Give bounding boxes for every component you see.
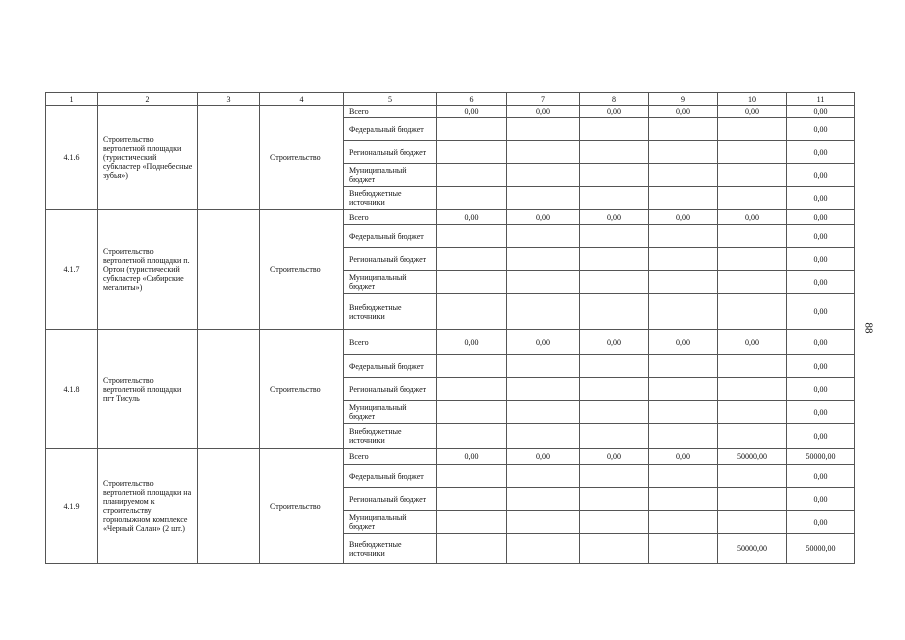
value-cell: [507, 534, 580, 564]
value-cell: [580, 118, 649, 141]
page-number: 88: [862, 322, 875, 334]
item-activity: Строительство: [260, 210, 344, 330]
value-cell: [649, 401, 718, 424]
value-cell: [649, 118, 718, 141]
value-cell: 0,00: [580, 210, 649, 225]
value-cell: [507, 294, 580, 330]
funding-source: Федеральный бюджет: [344, 355, 437, 378]
value-cell: [649, 465, 718, 488]
value-cell: [580, 511, 649, 534]
funding-source: Региональный бюджет: [344, 248, 437, 271]
item-activity: Строительство: [260, 106, 344, 210]
value-cell: [718, 401, 787, 424]
value-cell: [580, 187, 649, 210]
value-cell: [507, 488, 580, 511]
item-name: Строительство вертолетной площадки (туристический субкластер «Поднебесные зубья»): [98, 106, 198, 210]
header-cell: 1: [46, 93, 98, 106]
item-number: 4.1.9: [46, 449, 98, 564]
value-cell: 0,00: [787, 488, 855, 511]
item-name: Строительство вертолетной площадки п. Ортон (туристический субкластер «Сибирские мегалиты»): [98, 210, 198, 330]
item-name: Строительство вертолетной площадки пгт Тисуль: [98, 330, 198, 449]
value-cell: 0,00: [437, 449, 507, 465]
value-cell: 0,00: [507, 449, 580, 465]
header-cell: 5: [344, 93, 437, 106]
value-cell: [437, 511, 507, 534]
value-cell: [649, 424, 718, 449]
value-cell: [580, 294, 649, 330]
value-cell: 0,00: [787, 164, 855, 187]
value-cell: 0,00: [649, 210, 718, 225]
value-cell: [718, 225, 787, 248]
value-cell: 0,00: [718, 210, 787, 225]
funding-source: Всего: [344, 210, 437, 225]
value-cell: [437, 378, 507, 401]
value-cell: [507, 401, 580, 424]
value-cell: [718, 424, 787, 449]
value-cell: [580, 164, 649, 187]
header-cell: 6: [437, 93, 507, 106]
header-cell: 11: [787, 93, 855, 106]
value-cell: 50000,00: [718, 449, 787, 465]
value-cell: 0,00: [787, 355, 855, 378]
value-cell: [437, 401, 507, 424]
value-cell: [580, 378, 649, 401]
value-cell: [649, 164, 718, 187]
value-cell: [718, 355, 787, 378]
table-row: [46, 449, 855, 465]
item-number: 4.1.6: [46, 106, 98, 210]
value-cell: [649, 511, 718, 534]
value-cell: [507, 424, 580, 449]
header-cell: 2: [98, 93, 198, 106]
value-cell: [649, 488, 718, 511]
funding-source: Региональный бюджет: [344, 141, 437, 164]
funding-source: Региональный бюджет: [344, 488, 437, 511]
value-cell: 50000,00: [787, 534, 855, 564]
item-activity: Строительство: [260, 330, 344, 449]
header-cell: 4: [260, 93, 344, 106]
value-cell: [507, 141, 580, 164]
value-cell: [507, 187, 580, 210]
value-cell: 0,00: [437, 210, 507, 225]
value-cell: [507, 164, 580, 187]
funding-source: Всего: [344, 106, 437, 118]
value-cell: [649, 248, 718, 271]
table-row: [46, 210, 855, 225]
value-cell: 0,00: [437, 106, 507, 118]
value-cell: [649, 271, 718, 294]
value-cell: [437, 488, 507, 511]
value-cell: [580, 401, 649, 424]
value-cell: 0,00: [718, 330, 787, 355]
value-cell: 0,00: [787, 465, 855, 488]
col3-cell: [198, 330, 260, 449]
value-cell: [580, 424, 649, 449]
value-cell: 0,00: [787, 141, 855, 164]
header-cell: 7: [507, 93, 580, 106]
value-cell: [437, 248, 507, 271]
value-cell: [437, 424, 507, 449]
col3-cell: [198, 106, 260, 210]
value-cell: [649, 294, 718, 330]
value-cell: [649, 141, 718, 164]
value-cell: [437, 187, 507, 210]
table-row: [46, 330, 855, 355]
value-cell: [580, 225, 649, 248]
value-cell: 0,00: [507, 210, 580, 225]
value-cell: 0,00: [787, 378, 855, 401]
header-cell: 8: [580, 93, 649, 106]
value-cell: [649, 225, 718, 248]
value-cell: [580, 355, 649, 378]
value-cell: 50000,00: [718, 534, 787, 564]
funding-source: Муниципальный бюджет: [344, 401, 437, 424]
value-cell: [507, 465, 580, 488]
header-cell: 9: [649, 93, 718, 106]
value-cell: 0,00: [580, 330, 649, 355]
value-cell: 0,00: [507, 330, 580, 355]
value-cell: [507, 511, 580, 534]
funding-source: Внебюджетные источники: [344, 534, 437, 564]
funding-source: Федеральный бюджет: [344, 225, 437, 248]
value-cell: [718, 378, 787, 401]
value-cell: 0,00: [787, 424, 855, 449]
value-cell: 0,00: [580, 106, 649, 118]
value-cell: [437, 164, 507, 187]
value-cell: 0,00: [787, 210, 855, 225]
value-cell: [507, 118, 580, 141]
value-cell: [718, 118, 787, 141]
funding-source: Региональный бюджет: [344, 378, 437, 401]
value-cell: [718, 187, 787, 210]
value-cell: [437, 355, 507, 378]
value-cell: [437, 271, 507, 294]
value-cell: [580, 271, 649, 294]
value-cell: [437, 534, 507, 564]
value-cell: [437, 141, 507, 164]
funding-source: Федеральный бюджет: [344, 465, 437, 488]
header-cell: 10: [718, 93, 787, 106]
value-cell: 0,00: [580, 449, 649, 465]
value-cell: [718, 164, 787, 187]
value-cell: [437, 225, 507, 248]
value-cell: 0,00: [787, 225, 855, 248]
value-cell: [580, 534, 649, 564]
col3-cell: [198, 210, 260, 330]
value-cell: [507, 355, 580, 378]
value-cell: [437, 294, 507, 330]
funding-source: Муниципальный бюджет: [344, 271, 437, 294]
table-header-row: [46, 93, 855, 106]
funding-source: Муниципальный бюджет: [344, 164, 437, 187]
funding-source: Внебюджетные источники: [344, 424, 437, 449]
value-cell: 0,00: [787, 511, 855, 534]
value-cell: 0,00: [787, 330, 855, 355]
table-row: [46, 106, 855, 118]
value-cell: [580, 248, 649, 271]
value-cell: [718, 271, 787, 294]
value-cell: [507, 248, 580, 271]
col3-cell: [198, 449, 260, 564]
funding-source: Всего: [344, 449, 437, 465]
value-cell: [649, 534, 718, 564]
value-cell: [649, 187, 718, 210]
value-cell: [649, 378, 718, 401]
funding-source: Внебюджетные источники: [344, 294, 437, 330]
item-activity: Строительство: [260, 449, 344, 564]
funding-source: Всего: [344, 330, 437, 355]
value-cell: 0,00: [649, 449, 718, 465]
value-cell: [507, 271, 580, 294]
value-cell: [507, 225, 580, 248]
value-cell: [580, 141, 649, 164]
funding-source: Федеральный бюджет: [344, 118, 437, 141]
value-cell: 0,00: [507, 106, 580, 118]
item-number: 4.1.7: [46, 210, 98, 330]
value-cell: [718, 141, 787, 164]
budget-table: [45, 92, 855, 564]
value-cell: [437, 118, 507, 141]
item-number: 4.1.8: [46, 330, 98, 449]
funding-source: Муниципальный бюджет: [344, 511, 437, 534]
value-cell: [580, 488, 649, 511]
value-cell: 0,00: [649, 106, 718, 118]
value-cell: [718, 248, 787, 271]
value-cell: [649, 355, 718, 378]
value-cell: [507, 378, 580, 401]
value-cell: [718, 294, 787, 330]
header-cell: 3: [198, 93, 260, 106]
value-cell: 0,00: [437, 330, 507, 355]
value-cell: 0,00: [787, 248, 855, 271]
value-cell: 0,00: [649, 330, 718, 355]
value-cell: [718, 488, 787, 511]
value-cell: 0,00: [787, 294, 855, 330]
value-cell: [580, 465, 649, 488]
item-name: Строительство вертолетной площадки на планируемом к строительству горнолыжном комплексе «Черный Салан» (2 шт.): [98, 449, 198, 564]
value-cell: 0,00: [787, 187, 855, 210]
value-cell: 0,00: [787, 106, 855, 118]
value-cell: 0,00: [787, 401, 855, 424]
funding-source: Внебюджетные источники: [344, 187, 437, 210]
value-cell: [437, 465, 507, 488]
value-cell: [718, 465, 787, 488]
value-cell: 0,00: [787, 118, 855, 141]
value-cell: [718, 511, 787, 534]
value-cell: 0,00: [718, 106, 787, 118]
value-cell: 50000,00: [787, 449, 855, 465]
value-cell: 0,00: [787, 271, 855, 294]
